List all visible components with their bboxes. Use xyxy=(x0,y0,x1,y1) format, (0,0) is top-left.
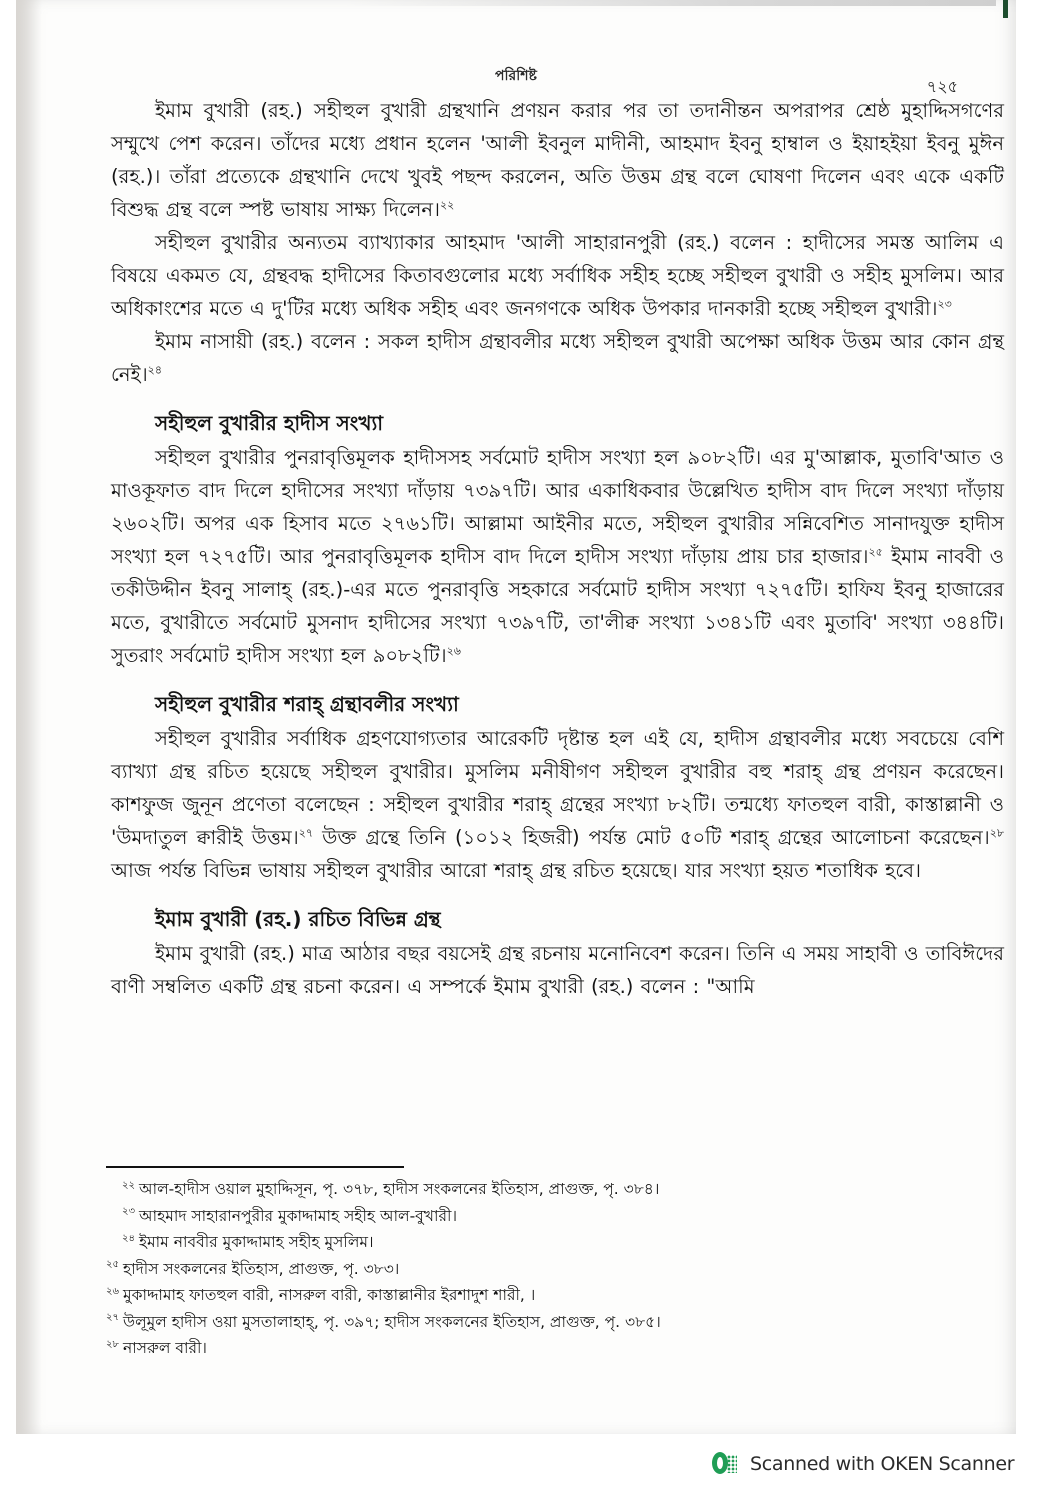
scanned-page xyxy=(16,0,1016,1434)
footnote-ref[interactable]: ২২ xyxy=(439,198,455,212)
paragraph: সহীহুল বুখারীর পুনরাবৃত্তিমূলক হাদীসসহ সর্বমোট হাদীস সংখ্যা হল ৯০৮২টি। এর মু'আল্লাক, মুতাবি'আত ও মাওকূফাত বাদ দিলে হাদীসের সংখ্যা দাঁড়ায় ৭৩৯৭টি। আর একাধিকবার উল্লেখিত হাদীস বাদ দিলে সংখ্যা দাঁড়ায় ২৬০২টি। অপর এক হিসাব মতে ২৭৬১টি। আল্লামা আইনীর মতে, সহীহুল বুখারীর সন্নিবেশিত সানাদযুক্ত হাদীস সংখ্যা হল ৭২৭৫টি। আর পুনরাবৃত্তিমূলক হাদীস বাদ দিলে হাদীস সংখ্যা দাঁড়ায় প্রায় চার হাজার।$^{২৫}$ ইমাম নাববী ও তকীউদ্দীন ইবনু সালাহ্ (রহ.)-এর মতে পুনরাবৃত্তি সহকারে সর্বমোট হাদীস সংখ্যা ৭২৭৫টি। হাফিয ইবনু হাজারের মতে, বুখারীতে সর্বমোট মুসনাদ হাদীসের সংখ্যা ৭৩৯৭টি, তা'লীক্ব সংখ্যা ১৩৪১টি এবং মুতাবি' সংখ্যা ৩৪৪টি। সুতরাং সর্বমোট হাদীস সংখ্যা হল ৯০৮২টি।$^{২৬}$ xyxy=(111,446,1004,667)
footnotes xyxy=(106,1176,906,1362)
paragraph: ইমাম বুখারী (রহ.) মাত্র আঠার বছর বয়সেই গ্রন্থ রচনায় মনোনিবেশ করেন। তিনি এ সময় সাহাবী ও তাবিঈদের বাণী সম্বলিত একটি গ্রন্থ রচনা করেন। এ সম্পর্কে ইমাম বুখারী (রহ.) বলেন : "আমি xyxy=(111,942,1004,998)
page-number: ৭২৫ xyxy=(926,77,958,96)
watermark-text: Scanned with OKEN Scanner xyxy=(750,1453,1015,1475)
body-text xyxy=(111,94,1004,1003)
paragraph: ইমাম বুখারী (রহ.) সহীহুল বুখারী গ্রন্থখানি প্রণয়ন করার পর তা তদানীন্তন অপরাপর শ্রেষ্ঠ মুহাদ্দিসগণের সম্মুখে পেশ করেন। তাঁদের মধ্যে প্রধান হলেন 'আলী ইবনুল মাদীনী, আহমাদ ইবনু হাম্বাল ও ইয়াহইয়া ইবনু মুঈন (রহ.)। তাঁরা প্রত্যেকে গ্রন্থখানি দেখে খুবই পছন্দ করলেন, অতি উত্তম গ্রন্থ বলে ঘোষণা দিলেন এবং একে একটি বিশুদ্ধ গ্রন্থ বলে স্পষ্ট ভাষায় সাক্ষ্য দিলেন।$^{২২}$ xyxy=(111,99,1004,221)
section-heading-works: ইমাম বুখারী (রহ.) রচিত বিভিন্ন গ্রন্থ xyxy=(155,907,441,931)
section-heading-commentaries: সহীহুল বুখারীর শরাহ্ গ্রন্থাবলীর সংখ্যা xyxy=(155,692,459,716)
paragraph: সহীহুল বুখারীর সর্বাধিক গ্রহণযোগ্যতার আরেকটি দৃষ্টান্ত হল এই যে, হাদীস গ্রন্থাবলীর মধ্যে সবচেয়ে বেশি ব্যাখ্যা গ্রন্থ রচিত হয়েছে সহীহুল বুখারীর। মুসলিম মনীষীগণ সহীহুল বুখারীর বহু শরাহ্ গ্রন্থ প্রণয়ন করেছেন। কাশফুজ জুনূন প্রণেতা বলেছেন : সহীহুল বুখারীর শরাহ্ গ্রন্থের সংখ্যা ৮২টি। তন্মধ্যে ফাতহুল বারী, কাস্তাল্লানী ও 'উমদাতুল ক্বারীই উত্তম।$^{২৭}$ উক্ত গ্রন্থে তিনি (১০১২ হিজরী) পর্যন্ত মোট ৫০টি শরাহ্ গ্রন্থের আলোচনা করেছেন।$^{২৮}$ আজ পর্যন্ত বিভিন্ন ভাষায় সহীহুল বুখারীর আরো শরাহ্ গ্রন্থ রচিত হয়েছে। যার সংখ্যা হয়ত শতাধিক হবে। xyxy=(111,727,1004,882)
footnote-ref[interactable]: ২৩ xyxy=(937,297,952,311)
footnote-22: $^{২২}$ আল-হাদীস ওয়াল মুহাদ্দিসূন, পৃ. ৩৭৮, হাদীস সংকলনের ইতিহাস, প্রাগুক্ত, পৃ. ৩৮৪। xyxy=(122,1179,660,1198)
footnote-ref[interactable]: ২৮ xyxy=(989,826,1004,840)
footnote-24: $^{২৪}$ ইমাম নাববীর মুকাদ্দামাহ সহীহ মুসলিম। xyxy=(122,1232,374,1251)
section-heading-hadith-count: সহীহুল বুখারীর হাদীস সংখ্যা xyxy=(155,411,384,435)
footnote-ref[interactable]: ২৪ xyxy=(147,363,162,377)
footnote-26: $^{২৬}$ মুকাদ্দামাহ ফাতহুল বারী, নাসরুল বারী, কাস্তাল্লানীর ইরশাদুশ শারী, । xyxy=(106,1285,536,1304)
page-corner-mark xyxy=(1003,0,1008,18)
footnote-ref[interactable]: ২৭ xyxy=(298,826,314,840)
paragraph: সহীহুল বুখারীর অন্যতম ব্যাখ্যাকার আহমাদ 'আলী সাহারানপুরী (রহ.) বলেন : হাদীসের সমস্ত আলিম এ বিষয়ে একমত যে, গ্রন্থবদ্ধ হাদীসের কিতাবগুলোর মধ্যে সর্বাধিক সহীহ হচ্ছে সহীহুল বুখারী ও সহীহ মুসলিম। আর অধিকাংশের মতে এ দু'টির মধ্যে অধিক সহীহ এবং জনগণকে অধিক উপকার দানকারী হচ্ছে সহীহুল বুখারী।$^{২৩}$ xyxy=(111,231,1004,320)
footnote-28: $^{২৮}$ নাসরুল বারী। xyxy=(106,1338,207,1357)
page-top-edge-shadow xyxy=(346,0,996,6)
footnote-divider xyxy=(106,1166,404,1168)
footnote-23: $^{২৩}$ আহমাদ সাহারানপুরীর মুকাদ্দামাহ সহীহ আল-বুখারী। xyxy=(122,1206,457,1225)
footnote-27: $^{২৭}$ উলূমুল হাদীস ওয়া মুসতালাহাহ্, পৃ. ৩৯৭; হাদীস সংকলনের ইতিহাস, প্রাগুক্ত, পৃ. ৩৮৫। xyxy=(106,1312,661,1331)
footnote-ref[interactable]: ২৫ xyxy=(868,545,883,559)
scanner-watermark xyxy=(710,1446,1014,1482)
oken-scanner-logo-icon xyxy=(710,1449,740,1479)
paragraph: ইমাম নাসায়ী (রহ.) বলেন : সকল হাদীস গ্রন্থাবলীর মধ্যে সহীহুল বুখারী অপেক্ষা অধিক উত্তম আর কোন গ্রন্থ নেই।$^{২৪}$ xyxy=(111,330,1004,386)
running-head: পরিশিষ্ট xyxy=(495,68,537,84)
footnote-ref[interactable]: ২৬ xyxy=(446,644,461,658)
footnote-25: $^{২৫}$ হাদীস সংকলনের ইতিহাস, প্রাগুক্ত, পৃ. ৩৮৩। xyxy=(106,1259,400,1278)
